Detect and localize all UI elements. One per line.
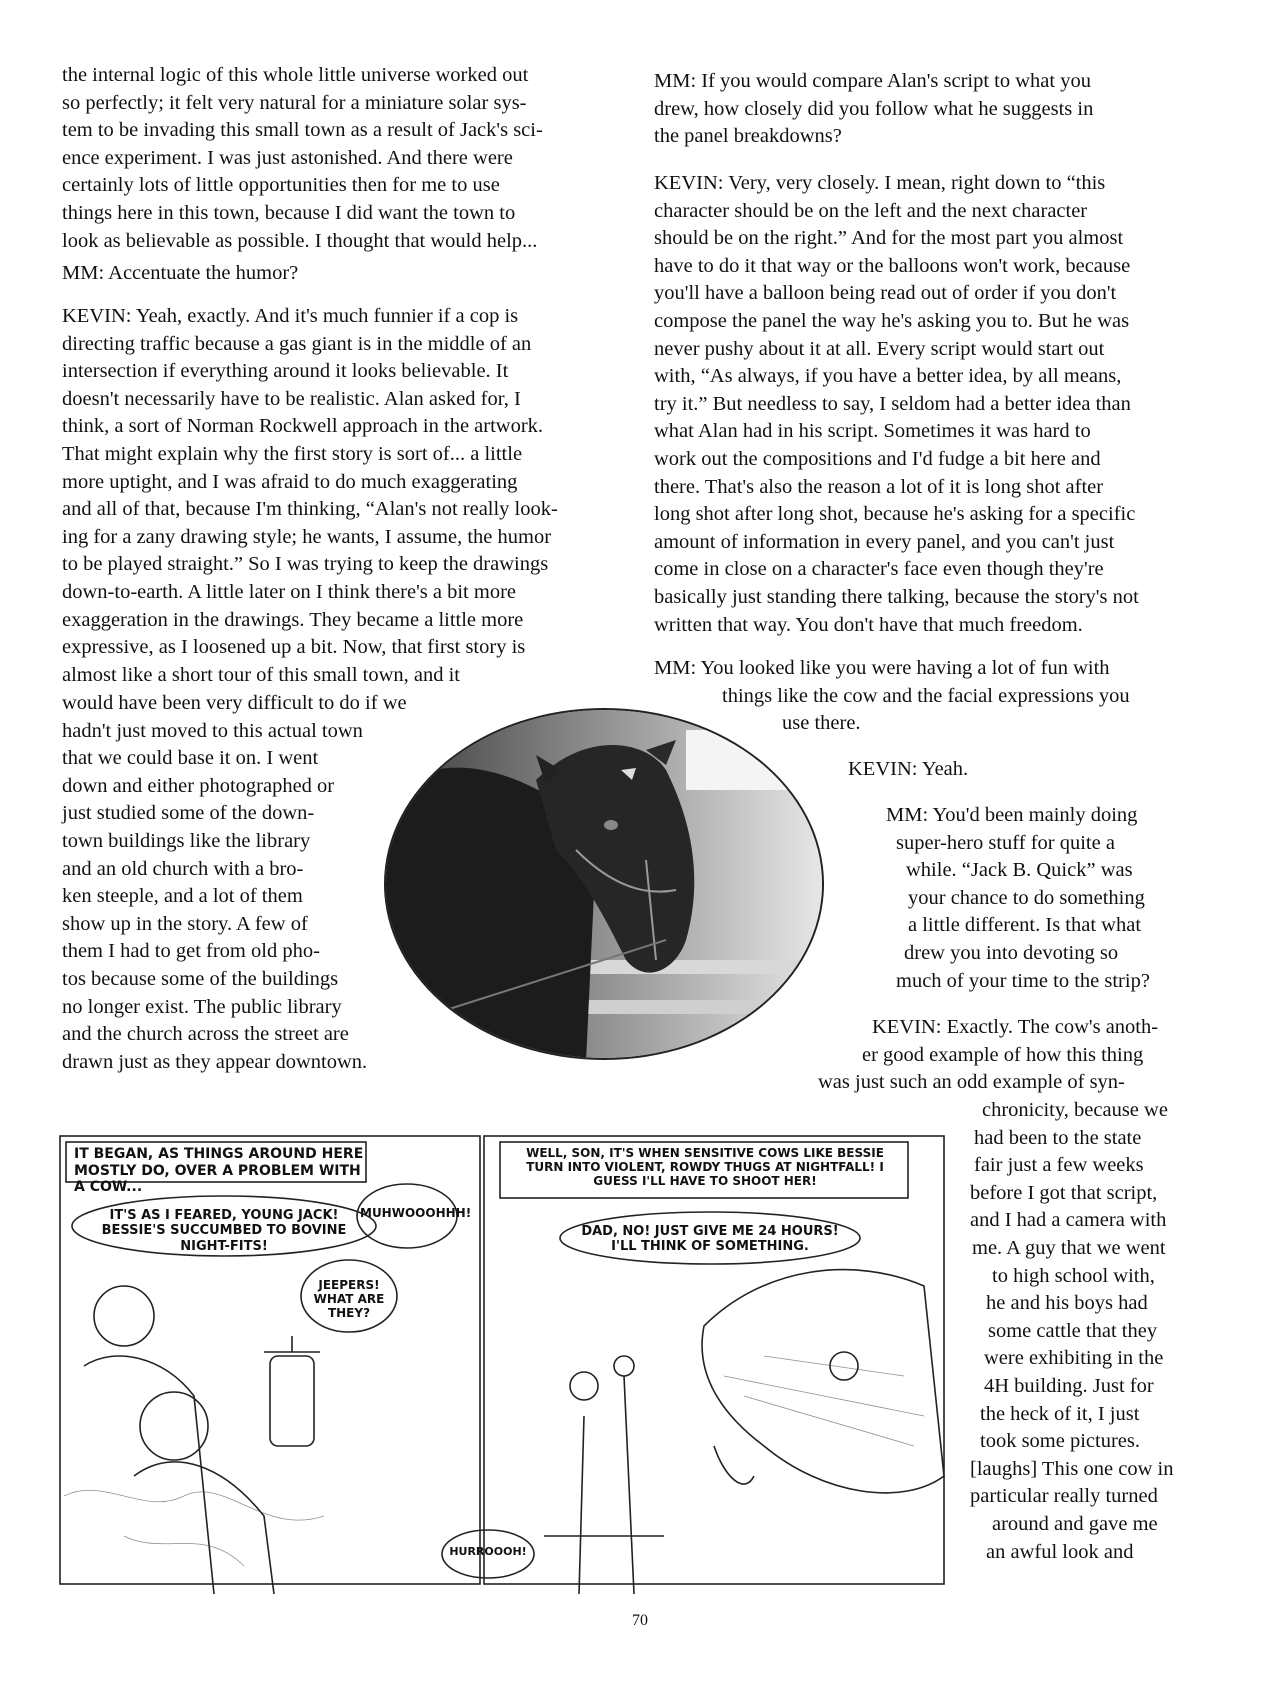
right-answer-1: KEVIN: Very, very closely. I mean, right down to “this character should be on the left and the next character should be on the right.” And for the most part you almost have to do it that way or the balloons won't work, because you'll have a balloon being read out of order if you don't compose the panel the way he's asking you to. But he was never pushy about it at all. Every script would start out with, “As always, if you have a better idea, by all means, try it.” But needless to say, I seldom had a better idea than what Alan had in his script. Sometimes it was hard to work out the compositions and I'd fudge a bit here and there. That's also the reason a lot of it is long shot after long shot after long shot, because he's asking for a specific amount of information in every panel, and you can't just come in close on a character's face even though they're basically just standing there talking, because the story's not written that way. You don't have that much freedom. xyxy=(654,172,1139,636)
comic-caption-2: WELL, SON, IT'S WHEN SENSITIVE COWS LIKE BESSIE TURN INTO VIOLENT, ROWDY THUGS AT NIGHTFALL! I GUESS I'LL HAVE TO SHOOT HER! xyxy=(526,1146,884,1189)
right-question-3: MM: You'd been mainly doing super-hero stuff for quite a while. “Jack B. Quick” was your chance to do something a little different. Is that what drew you into devoting so much of your time to the strip? xyxy=(886,804,1150,992)
comic-sfx-2: HURROOOH! xyxy=(449,1545,527,1558)
right-question-1: MM: If you would compare Alan's script to what you drew, how closely did you follow what he suggests in the panel breakdowns? xyxy=(654,70,1094,148)
cow-photo xyxy=(384,708,824,1060)
left-question-1: MM: Accentuate the humor? xyxy=(62,262,299,284)
page-number: 70 xyxy=(632,1612,648,1629)
comic-sfx-1: MUHWOOOHHH! xyxy=(360,1206,472,1220)
comic-balloon-3: DAD, NO! JUST GIVE ME 24 HOURS! I'LL THINK OF SOMETHING. xyxy=(581,1224,839,1255)
comic-balloon-2: JEEPERS! WHAT ARE THEY? xyxy=(313,1278,385,1321)
left-intro: the internal logic of this whole little universe worked out so perfectly; it felt very natural for a miniature solar sys- tem to be invading this small town as a result of Jack's sci- ence experiment. I was just astonished. And there were certainly lots of little opportunities then for me to use things here in this town, because I did want the town to look as believable as possible. I thought that would help... xyxy=(62,64,543,252)
comic-balloon-1: IT'S AS I FEARED, YOUNG JACK! BESSIE'S SUCCUMBED TO BOVINE NIGHT-FITS! xyxy=(101,1208,347,1254)
panel-2-border xyxy=(484,1136,944,1584)
right-answer-3-wrap: chronicity, because we had been to the state fair just a few weeks before I got that script, and I had a camera with me. A guy that we went to high school with, he and his boys had some cattle that they were exhibiting in the 4H building. Just for the heck of it, I just took some pictures. [laughs] This one cow in particular really turned around and gave me an awful look and xyxy=(970,1099,1174,1563)
left-answer-1: KEVIN: Yeah, exactly. And it's much funnier if a cop is directing traffic because a gas giant is in the middle of an intersection if everything around it looks believable. It doesn't necessarily have to be realistic. Alan asked for, I think, a sort of Norman Rockwell approach in the artwork. That might explain why the first story is sort of... a little more uptight, and I was afraid to do much exaggerating and all of that, because I'm thinking, “Alan's not really look- ing for a zany drawing style; he wants, I assume, the humor to be played straight.” So I was trying to keep the drawings down-to-earth. A little later on I think there's a bit more exaggeration in the drawings. They became a little more expressive, as I loosened up a bit. Now, that first story is almost like a short tour of this small town, and it xyxy=(62,305,558,686)
right-answer-3: KEVIN: Exactly. The cow's anoth- er good example of how this thing was just such an odd example of syn- xyxy=(818,1016,1159,1094)
comic-strip xyxy=(24,1116,954,1594)
comic-caption-1: IT BEGAN, AS THINGS AROUND HERE MOSTLY DO, OVER A PROBLEM WITH A COW... xyxy=(74,1146,364,1196)
left-wrap-text: would have been very difficult to do if we hadn't just moved to this actual town that we could base it on. I went down and either photographed or just studied some of the down- town buildings like the library and an old church with a bro- ken steeple, and a lot of them show up in the story. A few of them I had to get from old pho- tos because some of the buildings no longer exist. The public library and the church across the street are drawn just as they appear downtown. xyxy=(62,692,407,1073)
right-question-2: MM: You looked like you were having a lot of fun with things like the cow and the facial expressions you use there. xyxy=(654,657,1130,735)
cow-photo-illustration xyxy=(386,710,824,1060)
right-answer-2: KEVIN: Yeah. xyxy=(848,758,969,780)
